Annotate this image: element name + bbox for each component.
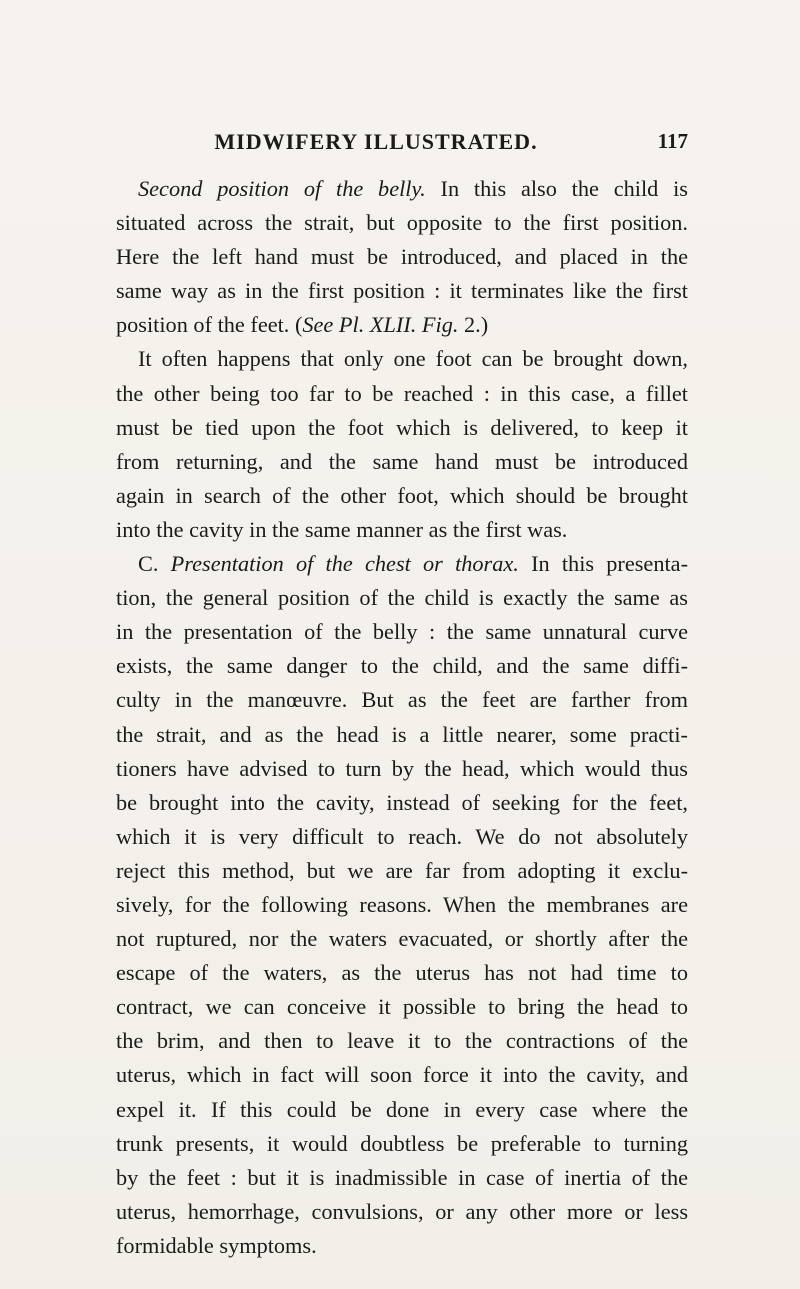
text-segment: culty in the manœuvre. But as the feet are farther from [116, 687, 688, 713]
text-segment: C. [138, 551, 171, 577]
page-number: 117 [657, 129, 688, 153]
text-line [116, 1229, 688, 1263]
text-segment: It often happens that only one foot can be brought down, [138, 346, 688, 372]
text-segment: escape of the waters, as the uterus has not had time to [116, 960, 688, 986]
running-title: MIDWIFERY ILLUSTRATED. [214, 129, 538, 154]
text-line [116, 1093, 688, 1127]
text-line [116, 615, 688, 649]
text-line [116, 547, 688, 581]
text-line [116, 1058, 688, 1092]
text-line [116, 718, 688, 752]
text-line [116, 1195, 688, 1229]
text-segment: exists, the same danger to the child, and the same diffi- [116, 653, 688, 679]
text-segment: Here the left hand must be introduced, and placed in the [116, 244, 688, 270]
text-line [116, 308, 688, 342]
text-segment: formidable symptoms. [116, 1232, 317, 1258]
text-segment: be brought into the cavity, instead of seeking for the feet, [116, 789, 688, 815]
italic-text: Presentation of the chest or thorax. [170, 551, 519, 577]
italic-text: Second position of the belly. [138, 176, 426, 201]
text-line [116, 377, 688, 411]
text-segment: trunk presents, it would doubtless be preferable to turning [116, 1130, 688, 1156]
text-segment: reject this method, but we are far from adopting it exclu- [116, 857, 688, 883]
text-segment: must be tied upon the foot which is delivered, to keep it [116, 414, 688, 440]
text-line [116, 922, 688, 956]
text-line [116, 581, 688, 615]
text-line [116, 888, 688, 922]
text-segment: the strait, and as the head is a little nearer, some practi- [116, 721, 688, 747]
text-line [116, 956, 688, 990]
body-text [116, 172, 688, 1263]
text-line [116, 342, 688, 376]
text-segment: by the feet : but it is inadmissible in case of inertia of the [116, 1164, 688, 1190]
text-segment: tioners have advised to turn by the head, which would thus [116, 755, 688, 781]
running-head [116, 129, 688, 159]
text-line [116, 513, 688, 547]
text-segment: In this also the child is [425, 176, 688, 201]
text-segment: sively, for the following reasons. When the membranes are [116, 891, 688, 917]
text-segment: in the presentation of the belly : the same unnatural curve [116, 619, 688, 645]
text-line [116, 854, 688, 888]
text-line [116, 990, 688, 1024]
text-line [116, 445, 688, 479]
text-segment: the other being too far to be reached : in this case, a fillet [116, 380, 688, 406]
italic-text: See Pl. XLII. Fig. [302, 312, 459, 338]
text-line [116, 172, 688, 206]
text-segment: In this presenta- [518, 551, 688, 577]
text-segment: contract, we can conceive it possible to bring the head to [116, 994, 688, 1020]
text-line [116, 1127, 688, 1161]
text-segment: again in search of the other foot, which should be brought [116, 482, 688, 508]
text-segment: from returning, and the same hand must be introduced [116, 448, 688, 474]
text-segment: position of the feet. ( [116, 312, 303, 338]
text-segment: expel it. If this could be done in every case where the [116, 1096, 688, 1122]
text-segment: 2.) [458, 312, 489, 338]
text-line [116, 411, 688, 445]
text-line [116, 649, 688, 683]
text-line [116, 274, 688, 308]
text-line [116, 786, 688, 820]
text-segment: tion, the general position of the child is exactly the same as [116, 585, 688, 611]
text-line [116, 820, 688, 854]
text-segment: situated across the strait, but opposite to the first position. [116, 210, 688, 236]
text-segment: not ruptured, nor the waters evacuated, or shortly after the [116, 926, 688, 952]
text-segment: the brim, and then to leave it to the contractions of the [116, 1028, 688, 1054]
text-line [116, 240, 688, 274]
text-line [116, 1161, 688, 1195]
text-segment: uterus, which in fact will soon force it into the cavity, and [116, 1062, 688, 1088]
text-segment: uterus, hemorrhage, convulsions, or any other more or less [116, 1198, 688, 1224]
text-segment: same way as in the first position : it terminates like the first [116, 278, 688, 304]
text-line [116, 206, 688, 240]
text-line [116, 1024, 688, 1058]
text-segment: into the cavity in the same manner as the first was. [116, 516, 568, 542]
text-segment: which it is very difficult to reach. We do not absolutely [116, 823, 688, 849]
text-line [116, 752, 688, 786]
text-line [116, 479, 688, 513]
text-line [116, 683, 688, 717]
